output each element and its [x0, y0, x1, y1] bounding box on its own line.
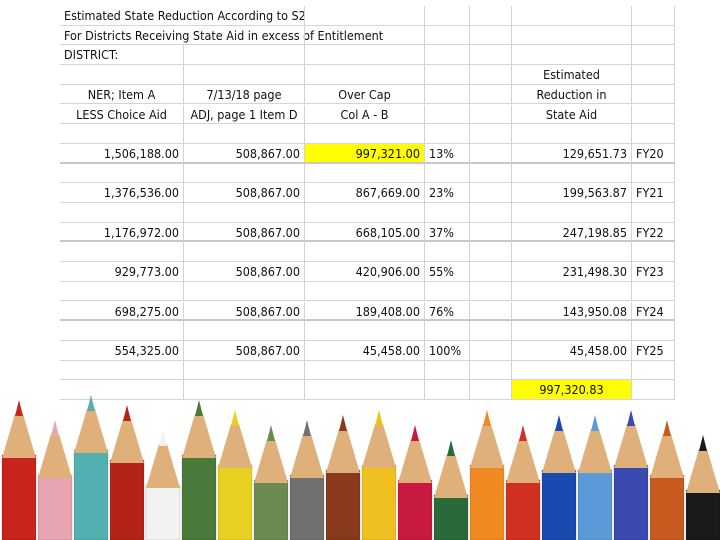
- cell[interactable]: [425, 26, 470, 46]
- cell[interactable]: 508,867.00: [184, 341, 305, 361]
- cell[interactable]: [425, 282, 470, 302]
- pencil: [254, 425, 288, 540]
- cell[interactable]: [470, 262, 512, 282]
- cell[interactable]: [470, 361, 512, 381]
- pencil: [614, 410, 648, 540]
- pencil: [110, 405, 144, 540]
- pencil: [326, 415, 360, 540]
- cell[interactable]: [184, 282, 305, 302]
- pencil: [182, 400, 216, 540]
- cell[interactable]: Estimated State Reduction According to S2: [60, 6, 425, 26]
- cell[interactable]: [632, 6, 675, 26]
- cell[interactable]: 508,867.00: [184, 302, 305, 322]
- cell[interactable]: [632, 242, 675, 262]
- cell[interactable]: FY25: [632, 341, 675, 361]
- cell[interactable]: FY20: [632, 144, 675, 164]
- cell[interactable]: [425, 124, 470, 144]
- cell[interactable]: [305, 203, 425, 223]
- pencil: [506, 425, 540, 540]
- cell[interactable]: Estimated: [512, 65, 632, 85]
- cell[interactable]: NER; Item A: [60, 85, 184, 105]
- cell[interactable]: DISTRICT:: [60, 45, 184, 65]
- cell[interactable]: 508,867.00: [184, 183, 305, 203]
- cell[interactable]: 45,458.00: [305, 341, 425, 361]
- cell[interactable]: 189,408.00: [305, 302, 425, 322]
- cell[interactable]: [470, 223, 512, 243]
- cell[interactable]: State Aid: [512, 105, 632, 125]
- cell[interactable]: [425, 321, 470, 341]
- sheet-row: [60, 85, 675, 105]
- colored-pencils-image: [0, 380, 720, 540]
- pencil: [290, 420, 324, 540]
- cell[interactable]: [425, 85, 470, 105]
- cell[interactable]: [470, 242, 512, 262]
- cell[interactable]: 997,320.83: [512, 380, 632, 400]
- cell[interactable]: [512, 203, 632, 223]
- cell[interactable]: [425, 164, 470, 184]
- cell[interactable]: 45,458.00: [512, 341, 632, 361]
- sheet-row: [60, 164, 675, 184]
- cell[interactable]: [470, 341, 512, 361]
- cell[interactable]: 100%: [425, 341, 470, 361]
- sheet-row: [60, 223, 675, 243]
- cell[interactable]: [512, 164, 632, 184]
- cell[interactable]: 1,506,188.00: [60, 144, 184, 164]
- cell[interactable]: [632, 282, 675, 302]
- pencil: [218, 410, 252, 540]
- cell[interactable]: [60, 321, 184, 341]
- cell[interactable]: [632, 65, 675, 85]
- cell[interactable]: [632, 203, 675, 223]
- pencil: [146, 430, 180, 540]
- sheet-row: [60, 282, 675, 302]
- cell[interactable]: [470, 124, 512, 144]
- cell[interactable]: 997,321.00: [305, 144, 425, 164]
- cell[interactable]: FY24: [632, 302, 675, 322]
- cell[interactable]: For Districts Receiving State Aid in excess of Entitlement: [60, 26, 425, 46]
- cell[interactable]: Col A - B: [305, 105, 425, 125]
- cell[interactable]: [470, 203, 512, 223]
- sheet-row: [60, 183, 675, 203]
- cell[interactable]: [305, 361, 425, 381]
- cell[interactable]: [425, 45, 470, 65]
- cell[interactable]: LESS Choice Aid: [60, 105, 184, 125]
- cell[interactable]: [60, 164, 184, 184]
- cell[interactable]: 508,867.00: [184, 223, 305, 243]
- cell[interactable]: [184, 203, 305, 223]
- cell[interactable]: [632, 124, 675, 144]
- cell[interactable]: [632, 85, 675, 105]
- cell[interactable]: 37%: [425, 223, 470, 243]
- cell[interactable]: [184, 65, 305, 85]
- cell[interactable]: 698,275.00: [60, 302, 184, 322]
- cell[interactable]: [60, 242, 184, 262]
- cell[interactable]: [632, 45, 675, 65]
- cell[interactable]: 668,105.00: [305, 223, 425, 243]
- cell[interactable]: 55%: [425, 262, 470, 282]
- cell[interactable]: 1,176,972.00: [60, 223, 184, 243]
- cell[interactable]: [425, 242, 470, 262]
- cell[interactable]: [305, 164, 425, 184]
- cell[interactable]: 929,773.00: [60, 262, 184, 282]
- cell[interactable]: [512, 242, 632, 262]
- cell[interactable]: ADJ, page 1 Item D: [184, 105, 305, 125]
- cell[interactable]: 554,325.00: [60, 341, 184, 361]
- cell[interactable]: [470, 85, 512, 105]
- pencil: [2, 400, 36, 540]
- sheet-row: [60, 242, 675, 262]
- pencil: [542, 415, 576, 540]
- cell[interactable]: [512, 361, 632, 381]
- cell[interactable]: [305, 242, 425, 262]
- cell[interactable]: 129,651.73: [512, 144, 632, 164]
- cell[interactable]: [470, 26, 512, 46]
- sheet-row: [60, 105, 675, 125]
- cell[interactable]: 508,867.00: [184, 262, 305, 282]
- cell[interactable]: [470, 164, 512, 184]
- cell[interactable]: [470, 144, 512, 164]
- sheet-row: [60, 341, 675, 361]
- cell[interactable]: [512, 6, 632, 26]
- cell[interactable]: FY23: [632, 262, 675, 282]
- cell[interactable]: [425, 65, 470, 85]
- cell[interactable]: [305, 45, 425, 65]
- cell[interactable]: [305, 282, 425, 302]
- sheet-row: [60, 26, 675, 46]
- cell[interactable]: 23%: [425, 183, 470, 203]
- pencil: [434, 440, 468, 540]
- cell[interactable]: [470, 302, 512, 322]
- cell[interactable]: [184, 6, 305, 26]
- pencil: [470, 410, 504, 540]
- cell[interactable]: Reduction in: [512, 85, 632, 105]
- cell[interactable]: 247,198.85: [512, 223, 632, 243]
- cell[interactable]: 76%: [425, 302, 470, 322]
- cell[interactable]: FY21: [632, 183, 675, 203]
- cell[interactable]: [632, 26, 675, 46]
- cell[interactable]: 508,867.00: [184, 144, 305, 164]
- sheet-row: [60, 124, 675, 144]
- pencil: [362, 410, 396, 540]
- cell[interactable]: 867,669.00: [305, 183, 425, 203]
- pencil: [74, 395, 108, 540]
- cell[interactable]: 420,906.00: [305, 262, 425, 282]
- cell[interactable]: [305, 321, 425, 341]
- sheet-row: [60, 6, 675, 26]
- cell[interactable]: [512, 321, 632, 341]
- cell[interactable]: [470, 105, 512, 125]
- cell[interactable]: [305, 6, 425, 26]
- cell[interactable]: 231,498.30: [512, 262, 632, 282]
- cell[interactable]: 143,950.08: [512, 302, 632, 322]
- cell[interactable]: [184, 242, 305, 262]
- cell[interactable]: [470, 45, 512, 65]
- cell[interactable]: 13%: [425, 144, 470, 164]
- cell[interactable]: [425, 6, 470, 26]
- cell[interactable]: [60, 124, 184, 144]
- cell[interactable]: [470, 183, 512, 203]
- pencil: [686, 435, 720, 540]
- cell[interactable]: [425, 105, 470, 125]
- cell[interactable]: [512, 26, 632, 46]
- cell[interactable]: 1,376,536.00: [60, 183, 184, 203]
- cell[interactable]: [60, 361, 184, 381]
- cell[interactable]: [305, 65, 425, 85]
- cell[interactable]: Over Cap: [305, 85, 425, 105]
- pencil: [650, 420, 684, 540]
- sheet-row: [60, 361, 675, 381]
- cell[interactable]: [305, 26, 425, 46]
- sheet-row: [60, 302, 675, 322]
- cell[interactable]: [184, 361, 305, 381]
- cell[interactable]: [632, 105, 675, 125]
- cell[interactable]: [60, 65, 184, 85]
- cell[interactable]: 7/13/18 page: [184, 85, 305, 105]
- sheet-row: [60, 262, 675, 282]
- cell[interactable]: [425, 203, 470, 223]
- sheet-row: [60, 144, 675, 164]
- cell[interactable]: [184, 26, 305, 46]
- sheet-row: [60, 321, 675, 341]
- cell[interactable]: [512, 124, 632, 144]
- cell[interactable]: [470, 282, 512, 302]
- cell[interactable]: [184, 45, 305, 65]
- cell[interactable]: [60, 282, 184, 302]
- cell[interactable]: [184, 321, 305, 341]
- cell[interactable]: [470, 65, 512, 85]
- cell[interactable]: 199,563.87: [512, 183, 632, 203]
- cell[interactable]: [512, 45, 632, 65]
- cell[interactable]: [470, 6, 512, 26]
- pencil: [398, 425, 432, 540]
- sheet-row: [60, 45, 675, 65]
- cell[interactable]: [425, 361, 470, 381]
- cell[interactable]: [60, 203, 184, 223]
- cell[interactable]: [470, 321, 512, 341]
- cell[interactable]: [184, 164, 305, 184]
- cell[interactable]: [632, 321, 675, 341]
- pencil: [578, 415, 612, 540]
- cell[interactable]: FY22: [632, 223, 675, 243]
- sheet-row: [60, 203, 675, 223]
- sheet-row: [60, 65, 675, 85]
- cell[interactable]: [632, 361, 675, 381]
- cell[interactable]: [305, 124, 425, 144]
- cell[interactable]: [632, 164, 675, 184]
- cell[interactable]: [184, 124, 305, 144]
- pencil: [38, 420, 72, 540]
- cell[interactable]: [512, 282, 632, 302]
